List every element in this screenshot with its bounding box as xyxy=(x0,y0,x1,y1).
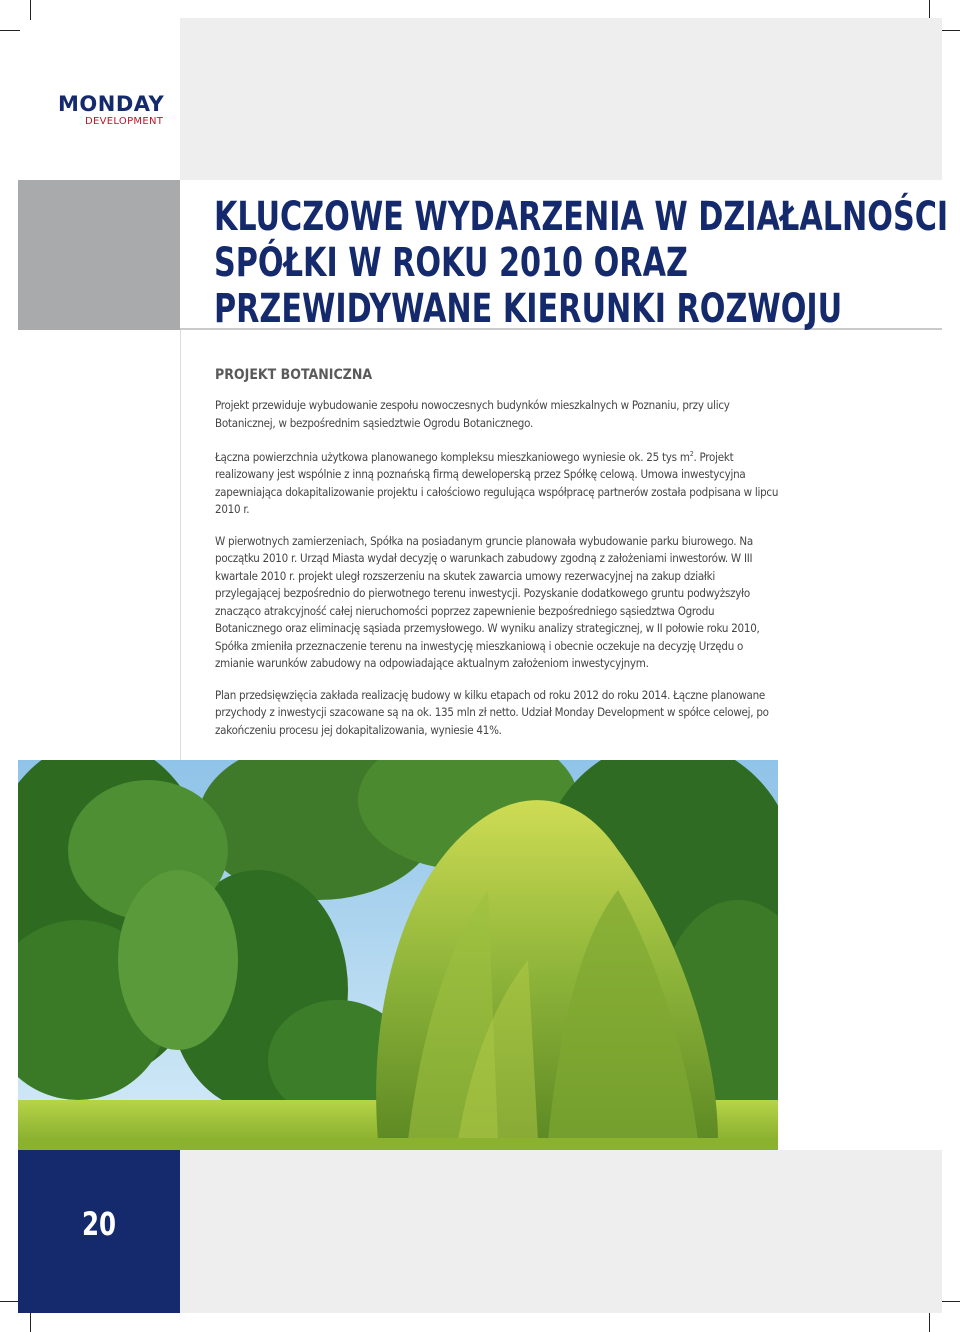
title-line-3: PRZEWIDYWANE KIERUNKI ROZWOJU xyxy=(214,286,843,332)
paragraph-2 xyxy=(215,446,781,519)
title-line-1: KLUCZOWE WYDARZENIA W DZIAŁALNOŚCI xyxy=(214,194,949,240)
crop-mark xyxy=(30,0,31,20)
page-number: 20 xyxy=(81,1205,117,1243)
crop-mark xyxy=(0,30,20,31)
footer-gray-panel xyxy=(180,1150,942,1313)
crop-mark xyxy=(929,1312,930,1332)
crop-mark xyxy=(30,1312,31,1332)
paragraph-1: Projekt przewiduje wybudowanie zespołu nowoczesnych budynków mieszkalnych w Poznaniu, przy ulicy Botanicznej, w bezpośrednim sąsiedztwie Ogrodu Botanicznego. xyxy=(215,398,730,430)
header-gray-panel xyxy=(180,18,942,180)
title-gray-block xyxy=(18,180,180,330)
article-body xyxy=(215,367,781,753)
superscript: 2 xyxy=(689,450,694,458)
paragraph-3: W pierwotnych zamierzeniach, Spółka na posiadanym gruncie planowała wybudowanie parku biurowego. Na początku 2010 r. Urząd Miasta wydał decyzję o warunkach zabudowy zgodną z założeniami inwestorów. W III kwartale 2010 r. projekt uległ rozszerzeniu na skutek zawarcia umowy rezerwacyjnej na zakup działki przylegającej bezpośrednio do pierwotnego terenu inwestycji. Pozyskanie dodatkowego gruntu podwyższyło znacząco atrakcyjność całej nieruchomości poprzez zapewnienie bezpośredniego sąsiedztwa Ogrodu Botanicznego oraz eliminację sąsiada przemysłowego. W wyniku analizy strategicznej, w II połowie roku 2010, Spółka zmieniła przeznaczenie terenu na inwestycję mieszkaniową i obecnie oczekuje na decyzję Urzędu o zmianie warunków zabudowy na odpowiadające aktualnym założeniom inwestycyjnym. xyxy=(215,533,760,671)
crop-mark xyxy=(940,1301,960,1302)
section-heading: PROJEKT BOTANICZNA xyxy=(215,367,373,383)
page-title xyxy=(214,194,948,332)
crop-mark xyxy=(929,0,930,20)
paragraph-2-start: Łączna powierzchnia użytkowa planowanego kompleksu mieszkaniowego wyniesie ok. 25 tys m xyxy=(215,449,690,464)
crop-mark xyxy=(940,30,960,31)
crop-mark xyxy=(0,1301,20,1302)
park-willow-photo xyxy=(18,760,778,1150)
column-divider xyxy=(180,330,181,760)
title-line-2: SPÓŁKI W ROKU 2010 ORAZ xyxy=(214,240,688,286)
logo-development: DEVELOPMENT xyxy=(85,116,164,127)
paragraph-4: Plan przedsięwzięcia zakłada realizację budowy w kilku etapach od roku 2012 do roku 2014. Łączne planowane przychody z inwestycji szacowane są na ok. 135 mln zł netto. Udział Monday Development w spółce celowej, po zakończeniu procesu jej dokapitalizowania, wyniesie 41%. xyxy=(215,687,769,737)
paragraph-2-end: . Projekt realizowany jest wspólnie z inną poznańską firmą deweloperską przez Spółkę celową. Umowa inwestycyjna zapewniająca dokapitalizowanie projektu i całościowo regulująca współpracę partnerów została podpisana w lipcu 2010 r. xyxy=(215,449,779,517)
logo-monday: MONDAY xyxy=(58,92,165,116)
